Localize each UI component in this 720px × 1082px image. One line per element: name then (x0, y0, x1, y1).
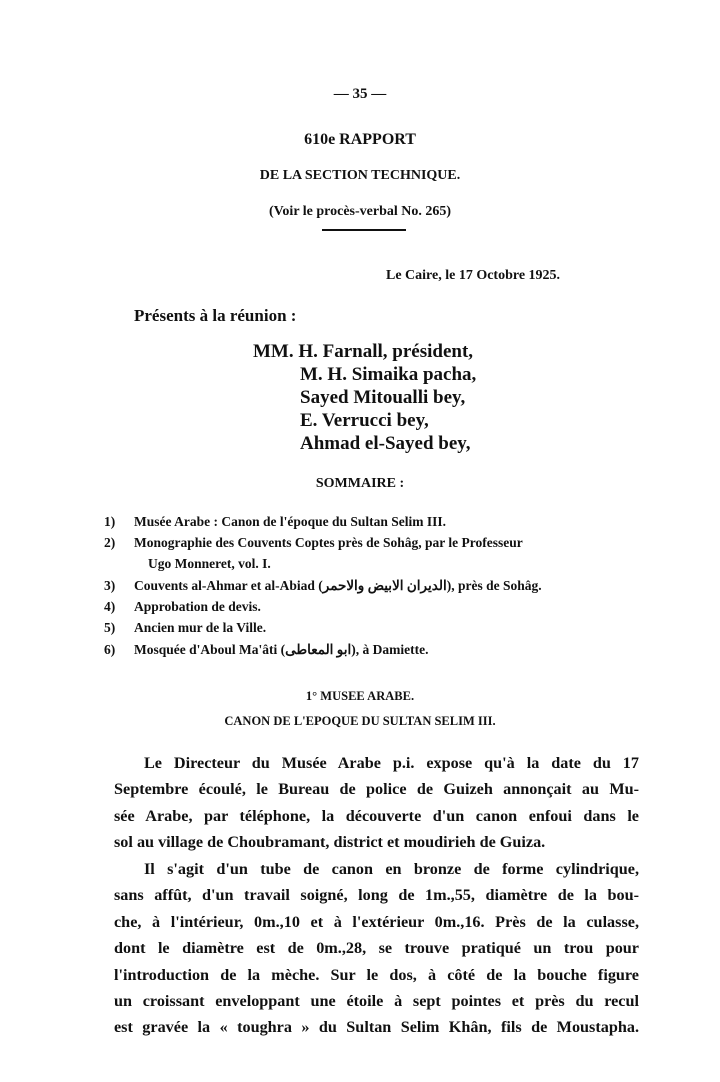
paragraph-line: l'introduction de la mèche. Sur le dos, à côté de la bouche figure (114, 965, 639, 984)
title-divider (322, 229, 406, 231)
sommaire-item-continuation: Ugo Monneret, vol. I. (148, 556, 271, 571)
member-line: M. H. Simaika pacha, (300, 364, 477, 385)
sommaire-item: Mosquée d'Aboul Ma'âti (ابو المعاطى), à Damiette. (134, 642, 429, 657)
paragraph-line: che, à l'intérieur, 0m.,10 et à l'extérieur 0m.,16. Près de la culasse, (114, 912, 639, 931)
sommaire-item: Couvents al-Ahmar et al-Abiad (الديران الابيض والاحمر), près de Sohâg. (134, 578, 542, 593)
sommaire-item: Monographie des Couvents Coptes près de Sohâg, par le Professeur (134, 535, 523, 550)
member-line: MM. H. Farnall, président, (253, 341, 474, 362)
paragraph-line: est gravée la « toughra » du Sultan Selim Khân, fils de Moustapha. (114, 1018, 639, 1037)
sommaire-number: 3) (104, 578, 116, 593)
member-line: E. Verrucci bey, (300, 410, 429, 431)
paragraph-line: sans affût, d'un travail soigné, long de 1m.,55, diamètre de la bou- (114, 886, 639, 905)
body-paragraph (114, 856, 639, 1041)
paragraph-line: un croissant enveloppant une étoile à sept pointes et près du recul (114, 992, 639, 1011)
sommaire-number: 1) (104, 514, 116, 529)
section-heading: 1° MUSEE ARABE. (305, 689, 415, 703)
sommaire-item: Musée Arabe : Canon de l'époque du Sultan Selim III. (134, 514, 447, 529)
sommaire-number: 6) (104, 642, 116, 657)
reference-line: (Voir le procès-verbal No. 265) (268, 204, 452, 219)
paragraph-line: dont le diamètre est de 0m.,28, se trouve pratiqué un trou pour (114, 939, 639, 958)
report-title: 610e RAPPORT (304, 131, 416, 148)
sommaire-item: Approbation de devis. (134, 599, 261, 614)
paragraph-line: Le Directeur du Musée Arabe p.i. expose qu'à la date du 17 (144, 754, 639, 772)
member-line: Sayed Mitoualli bey, (300, 387, 466, 408)
dateline: Le Caire, le 17 Octobre 1925. (386, 268, 561, 283)
paragraph-line: sée Arabe, par téléphone, la découverte d'un canon enfoui dans le (114, 806, 639, 825)
section-title: DE LA SECTION TECHNIQUE. (259, 168, 461, 183)
sommaire-number: 4) (104, 599, 116, 614)
paragraph-line: Il s'agit d'un tube de canon en bronze de forme cylindrique, (144, 860, 639, 878)
sommaire-item: Ancien mur de la Ville. (134, 620, 267, 635)
section-subheading: CANON DE L'EPOQUE DU SULTAN SELIM III. (224, 714, 496, 728)
sommaire-title: SOMMAIRE : (315, 476, 405, 491)
body-paragraph (114, 750, 639, 856)
member-line: Ahmad el-Sayed bey, (300, 433, 471, 454)
page-number: — 35 — (333, 86, 387, 102)
sommaire-number: 5) (104, 620, 116, 635)
sommaire-number: 2) (104, 535, 116, 550)
paragraph-line: sol au village de Choubramant, district et moudirieh de Guiza. (114, 833, 546, 852)
paragraph-line: Septembre écoulé, le Bureau de police de Guizeh annonçait au Mu- (114, 780, 639, 799)
presents-label: Présents à la réunion : (134, 306, 297, 325)
